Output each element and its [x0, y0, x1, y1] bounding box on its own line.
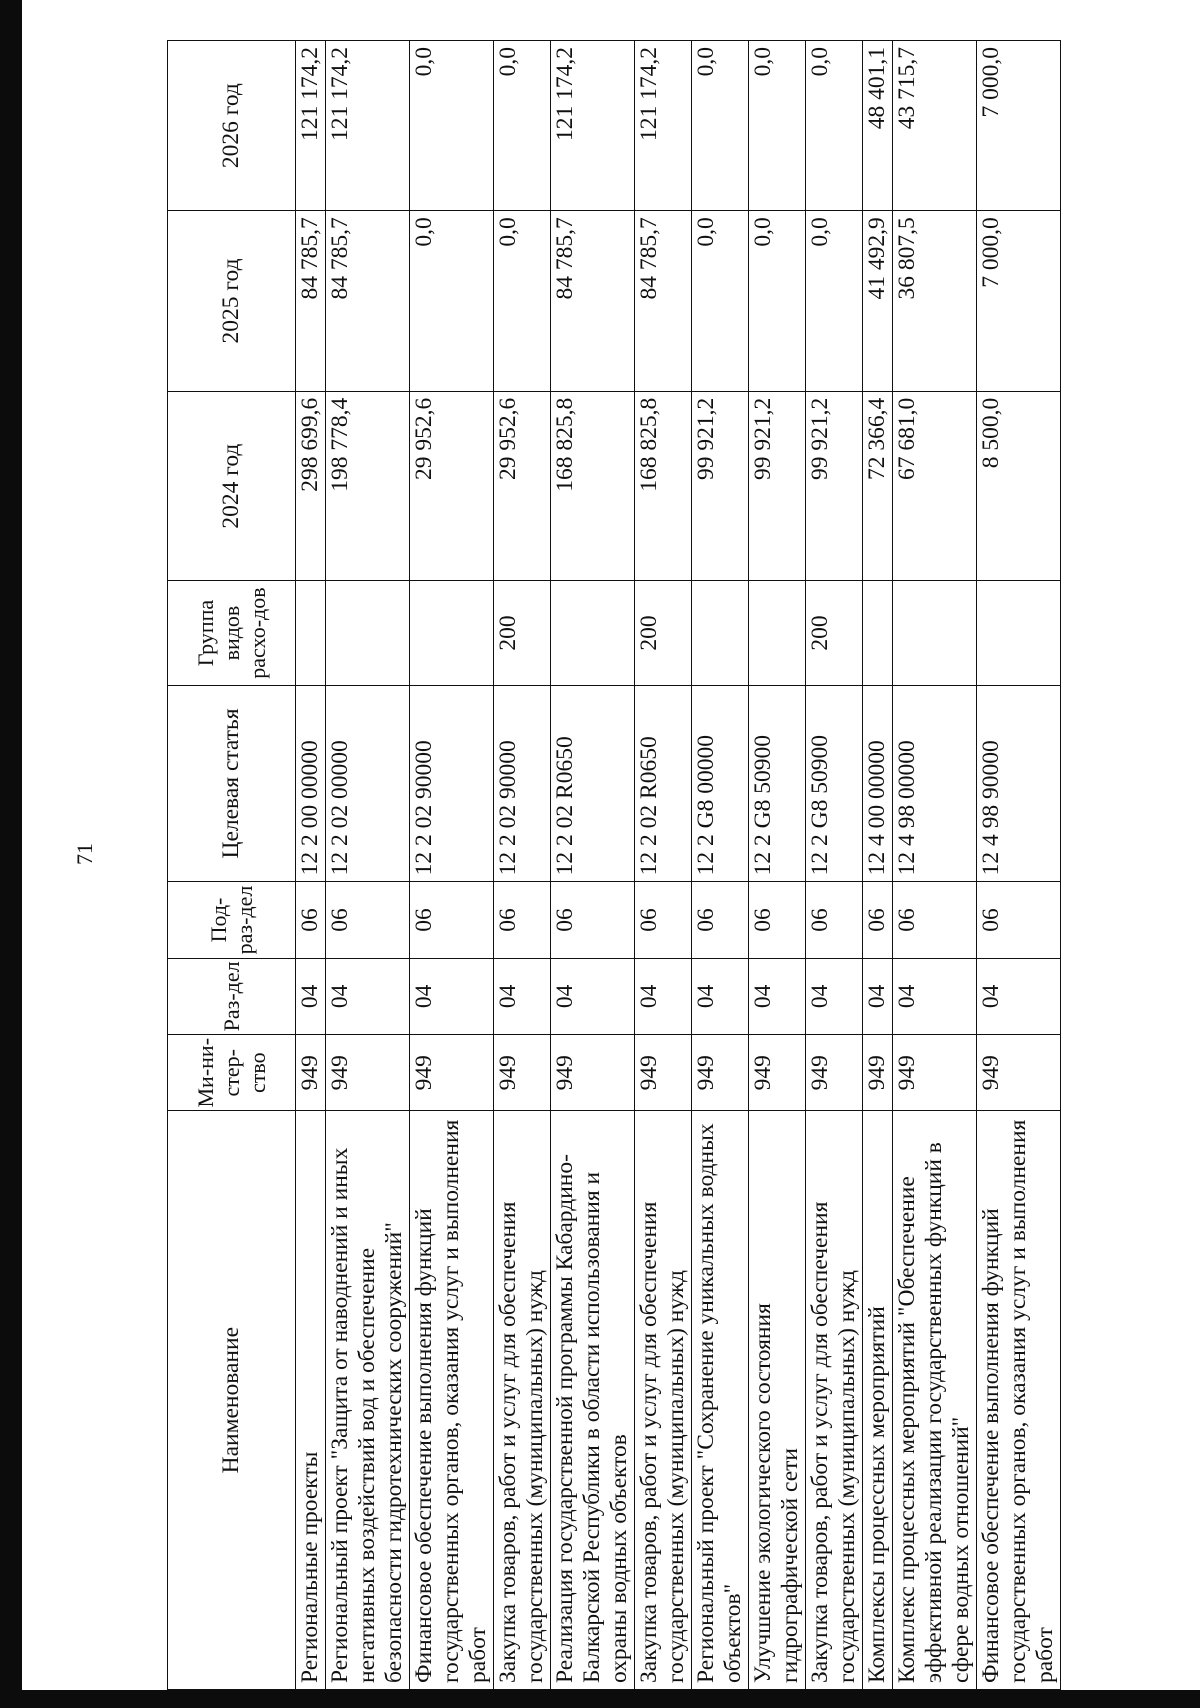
cell-ministry: 949	[749, 1035, 806, 1111]
cell-name: Финансовое обеспечение выполнения функций государственных органов, оказания услуг и выполнения работ	[977, 1111, 1061, 1690]
cell-target: 12 2 02 90000	[410, 685, 494, 882]
cell-subsection: 06	[806, 882, 863, 958]
header-name: Наименование	[168, 1111, 296, 1690]
cell-name: Закупка товаров, работ и услуг для обеспечения государственных (муниципальных) нужд	[635, 1111, 692, 1690]
cell-target: 12 2 02 00000	[326, 685, 410, 882]
scan-edge-left	[0, 0, 22, 1708]
table-row	[692, 41, 749, 1690]
cell-section: 04	[806, 958, 863, 1034]
cell-2025: 0,0	[410, 211, 494, 392]
cell-expense-group	[893, 581, 977, 685]
cell-expense-group	[692, 581, 749, 685]
cell-ministry: 949	[410, 1035, 494, 1111]
cell-subsection: 06	[494, 882, 551, 958]
cell-2026: 48 401,1	[863, 41, 893, 211]
cell-subsection: 06	[326, 882, 410, 958]
table-row	[749, 41, 806, 1690]
header-section: Раз-дел	[168, 958, 296, 1034]
cell-subsection: 06	[893, 882, 977, 958]
cell-target: 12 4 98 00000	[893, 685, 977, 882]
header-subsection: Под-раз-дел	[168, 882, 296, 958]
cell-subsection: 06	[551, 882, 635, 958]
cell-expense-group	[296, 581, 326, 685]
cell-name: Финансовое обеспечение выполнения функций государственных органов, оказания услуг и выполнения работ	[410, 1111, 494, 1690]
cell-2026: 0,0	[749, 41, 806, 211]
cell-subsection: 06	[296, 882, 326, 958]
cell-2024: 29 952,6	[494, 391, 551, 581]
table-row	[494, 41, 551, 1690]
cell-target: 12 2 02 R0650	[551, 685, 635, 882]
page-number: 71	[72, 843, 97, 865]
cell-section: 04	[863, 958, 893, 1034]
header-expense-group: Группа видов расхо-дов	[168, 581, 296, 685]
header-year-2024: 2024 год	[168, 391, 296, 581]
header-ministry: Ми-ни-стер-ство	[168, 1035, 296, 1111]
cell-2025: 0,0	[692, 211, 749, 392]
cell-ministry: 949	[551, 1035, 635, 1111]
cell-2026: 0,0	[692, 41, 749, 211]
cell-2024: 298 699,6	[296, 391, 326, 581]
cell-target: 12 4 98 90000	[977, 685, 1061, 882]
cell-expense-group	[977, 581, 1061, 685]
cell-ministry: 949	[296, 1035, 326, 1111]
cell-target: 12 2 G8 50900	[749, 685, 806, 882]
cell-subsection: 06	[749, 882, 806, 958]
cell-2025: 36 807,5	[893, 211, 977, 392]
cell-ministry: 949	[494, 1035, 551, 1111]
scan-edge-bottom	[0, 1690, 1200, 1708]
cell-name: Региональный проект "Сохранение уникальных водных объектов"	[692, 1111, 749, 1690]
cell-subsection: 06	[977, 882, 1061, 958]
cell-ministry: 949	[326, 1035, 410, 1111]
cell-2025: 0,0	[806, 211, 863, 392]
cell-2026: 43 715,7	[893, 41, 977, 211]
cell-2024: 67 681,0	[893, 391, 977, 581]
cell-subsection: 06	[410, 882, 494, 958]
cell-expense-group: 200	[635, 581, 692, 685]
cell-name: Комплексы процессных мероприятий	[863, 1111, 893, 1690]
cell-2024: 29 952,6	[410, 391, 494, 581]
cell-section: 04	[551, 958, 635, 1034]
cell-target: 12 2 G8 50900	[806, 685, 863, 882]
cell-2025: 84 785,7	[551, 211, 635, 392]
cell-expense-group	[551, 581, 635, 685]
cell-2026: 0,0	[410, 41, 494, 211]
cell-2024: 168 825,8	[635, 391, 692, 581]
rotated-page-content	[167, 40, 1180, 1690]
cell-name: Реализация государственной программы Кабардино-Балкарской Республики в области использования и охраны водных объектов	[551, 1111, 635, 1690]
cell-target: 12 2 02 R0650	[635, 685, 692, 882]
cell-2024: 99 921,2	[692, 391, 749, 581]
cell-2026: 0,0	[806, 41, 863, 211]
table-row	[635, 41, 692, 1690]
table-row	[863, 41, 893, 1690]
cell-target: 12 4 00 00000	[863, 685, 893, 882]
cell-2025: 84 785,7	[296, 211, 326, 392]
cell-2024: 168 825,8	[551, 391, 635, 581]
table-row	[326, 41, 410, 1690]
table-row	[893, 41, 977, 1690]
cell-expense-group	[863, 581, 893, 685]
cell-subsection: 06	[692, 882, 749, 958]
cell-2024: 8 500,0	[977, 391, 1061, 581]
cell-subsection: 06	[635, 882, 692, 958]
cell-2026: 121 174,2	[296, 41, 326, 211]
cell-target: 12 2 G8 00000	[692, 685, 749, 882]
cell-2024: 99 921,2	[749, 391, 806, 581]
header-year-2025: 2025 год	[168, 211, 296, 392]
cell-expense-group	[410, 581, 494, 685]
cell-2026: 121 174,2	[635, 41, 692, 211]
table-row	[296, 41, 326, 1690]
cell-2025: 84 785,7	[635, 211, 692, 392]
cell-2026: 121 174,2	[551, 41, 635, 211]
cell-section: 04	[749, 958, 806, 1034]
cell-2026: 7 000,0	[977, 41, 1061, 211]
cell-section: 04	[296, 958, 326, 1034]
cell-2025: 7 000,0	[977, 211, 1061, 392]
cell-name: Комплекс процессных мероприятий "Обеспечение эффективной реализации государственных функций в сфере водных отношений"	[893, 1111, 977, 1690]
cell-section: 04	[494, 958, 551, 1034]
cell-2025: 84 785,7	[326, 211, 410, 392]
cell-2026: 0,0	[494, 41, 551, 211]
cell-ministry: 949	[806, 1035, 863, 1111]
cell-name: Региональный проект "Защита от наводнений и иных негативных воздействий вод и обеспечение безопасности гидротехнических сооружений"	[326, 1111, 410, 1690]
cell-expense-group	[749, 581, 806, 685]
cell-expense-group: 200	[806, 581, 863, 685]
cell-target: 12 2 02 90000	[494, 685, 551, 882]
cell-2024: 198 778,4	[326, 391, 410, 581]
cell-ministry: 949	[893, 1035, 977, 1111]
table-row	[806, 41, 863, 1690]
header-year-2026: 2026 год	[168, 41, 296, 211]
header-row	[168, 41, 296, 1690]
cell-expense-group	[326, 581, 410, 685]
cell-2024: 72 366,4	[863, 391, 893, 581]
cell-name: Улучшение экологического состояния гидрографической сети	[749, 1111, 806, 1690]
cell-ministry: 949	[692, 1035, 749, 1111]
budget-table	[167, 40, 1061, 1690]
cell-ministry: 949	[863, 1035, 893, 1111]
cell-2026: 121 174,2	[326, 41, 410, 211]
cell-section: 04	[692, 958, 749, 1034]
cell-2024: 99 921,2	[806, 391, 863, 581]
cell-section: 04	[635, 958, 692, 1034]
cell-section: 04	[326, 958, 410, 1034]
cell-expense-group: 200	[494, 581, 551, 685]
table-row	[977, 41, 1061, 1690]
table-row	[551, 41, 635, 1690]
cell-name: Региональные проекты	[296, 1111, 326, 1690]
cell-ministry: 949	[635, 1035, 692, 1111]
cell-section: 04	[410, 958, 494, 1034]
table-row	[410, 41, 494, 1690]
cell-name: Закупка товаров, работ и услуг для обеспечения государственных (муниципальных) нужд	[806, 1111, 863, 1690]
cell-2025: 0,0	[494, 211, 551, 392]
cell-ministry: 949	[977, 1035, 1061, 1111]
cell-target: 12 2 00 00000	[296, 685, 326, 882]
cell-subsection: 06	[863, 882, 893, 958]
cell-2025: 0,0	[749, 211, 806, 392]
cell-section: 04	[977, 958, 1061, 1034]
cell-name: Закупка товаров, работ и услуг для обеспечения государственных (муниципальных) нужд	[494, 1111, 551, 1690]
header-target: Целевая статья	[168, 685, 296, 882]
cell-section: 04	[893, 958, 977, 1034]
cell-2025: 41 492,9	[863, 211, 893, 392]
